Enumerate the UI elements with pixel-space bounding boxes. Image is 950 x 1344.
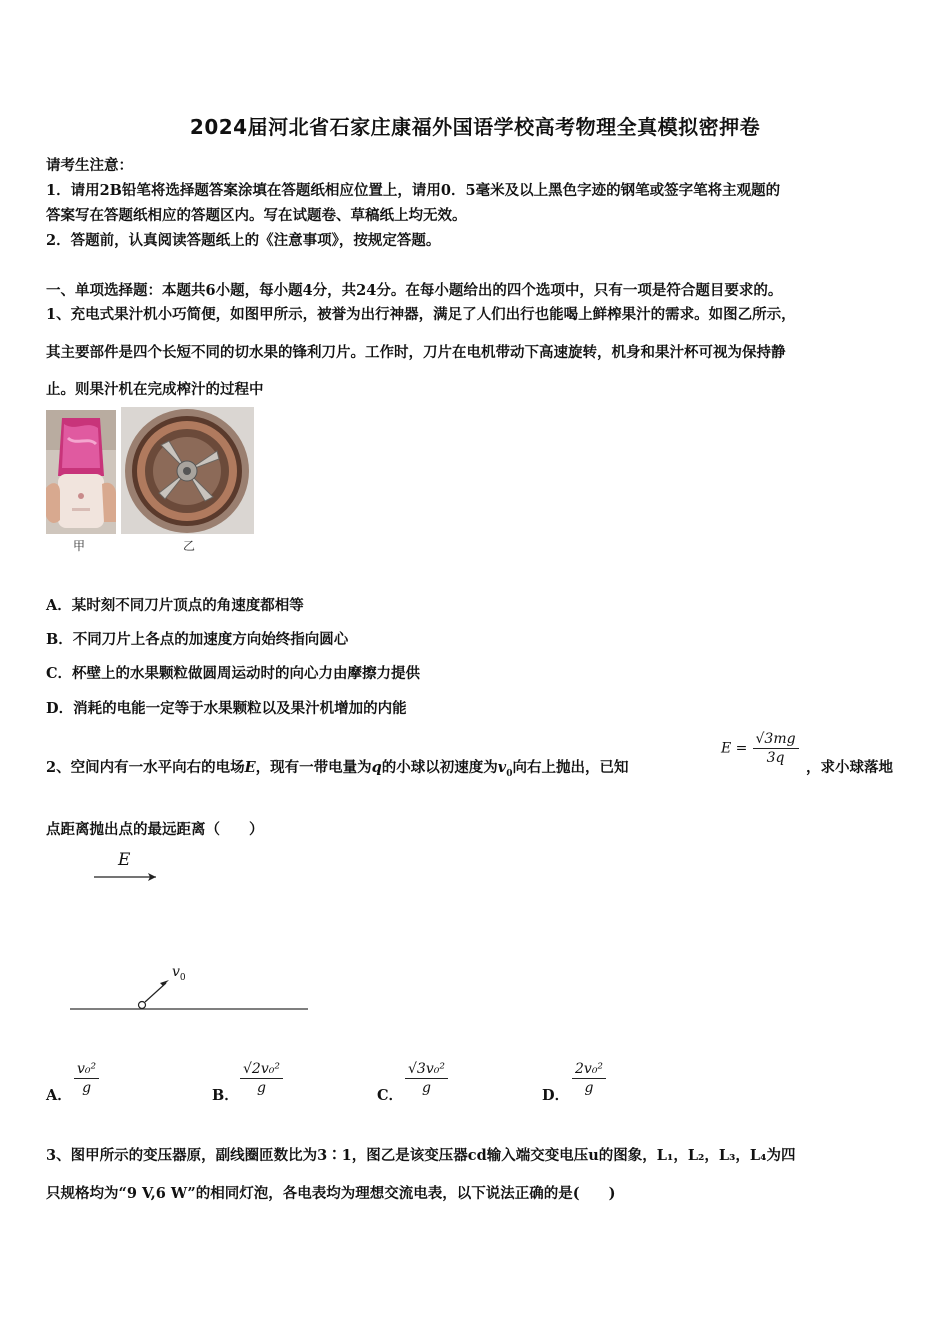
q2-figure bbox=[60, 850, 320, 1020]
q1-option-d: D．消耗的电能一定等于水果颗粒以及果汁机增加的内能 bbox=[46, 700, 407, 717]
q2-formula bbox=[721, 731, 799, 766]
q3-line-1: 3、图甲所示的变压器原，副线圈匝数比为3∶1，图乙是该变压器cd输入端交变电压u的图象，L₁，L₂，L₃，L₄为四 bbox=[46, 1147, 796, 1164]
notice-heading: 请考生注意： bbox=[46, 157, 133, 174]
q2-option-b-label: B． bbox=[212, 1087, 239, 1104]
section-heading: 一、单项选择题：本题共6小题，每小题4分，共24分。在每小题给出的四个选项中，只有一项是符合题目要求的。 bbox=[46, 282, 783, 299]
formula-numerator: √3mg bbox=[755, 731, 796, 747]
notice-line-2: 2．答题前，认真阅读答题纸上的《注意事项》，按规定答题。 bbox=[46, 232, 441, 249]
q2-option-d-num: 2v₀² bbox=[575, 1061, 604, 1077]
velocity-label-sub: 0 bbox=[179, 972, 186, 983]
q2-option-a-label: A． bbox=[46, 1087, 72, 1104]
q1-option-a: A．某时刻不同刀片顶点的角速度都相等 bbox=[46, 597, 304, 614]
ball bbox=[139, 1002, 146, 1009]
blade-photo bbox=[121, 407, 254, 534]
q1-option-b: B．不同刀片上各点的加速度方向始终指向圆心 bbox=[46, 631, 349, 648]
q2-line-2: 点距离抛出点的最远距离（ ） bbox=[46, 821, 264, 838]
q2-text-2: ，现有一带电量为 bbox=[255, 759, 372, 776]
q1-line-2: 其主要部件是四个长短不同的切水果的锋利刀片。工作时，刀片在电机带动下高速旋转，机身和果汁杯可视为保持静 bbox=[46, 344, 786, 361]
caption-jia: 甲 bbox=[73, 539, 86, 553]
notice-line-1b: 答案写在答题纸相应的答题区内。写在试题卷、草稿纸上均无效。 bbox=[46, 207, 467, 224]
q2-option-d-bar bbox=[572, 1078, 606, 1079]
q2-var-q: q bbox=[371, 759, 382, 776]
q2-var-v0-sub: 0 bbox=[506, 768, 513, 779]
juicer-photo bbox=[46, 410, 116, 534]
q2-var-e: E bbox=[244, 759, 256, 776]
q2-option-a-bar bbox=[74, 1078, 99, 1079]
q1-line-3: 止。则果汁机在完成榨汁的过程中 bbox=[46, 381, 264, 398]
q2-option-c-den: g bbox=[422, 1080, 431, 1096]
q2-option-b-num: √2v₀² bbox=[243, 1061, 280, 1077]
q2-option-d-label: D． bbox=[542, 1087, 570, 1104]
q2-option-b-fraction bbox=[240, 1061, 283, 1096]
q2-option-b-bar bbox=[240, 1078, 283, 1079]
q2-line-1 bbox=[46, 756, 629, 779]
q2-option-d-den: g bbox=[584, 1080, 594, 1096]
q2-option-c-num: √3v₀² bbox=[408, 1061, 445, 1077]
q2-option-a-den: g bbox=[82, 1080, 92, 1096]
q2-option-c-bar bbox=[405, 1078, 448, 1079]
q2-option-c-fraction bbox=[405, 1061, 448, 1096]
q2-option-d-fraction bbox=[572, 1061, 606, 1096]
q2-option-c-label: C． bbox=[377, 1087, 404, 1104]
q2-var-v0: v bbox=[497, 759, 507, 776]
formula-denominator: 3q bbox=[766, 750, 785, 766]
notice-line-1a: 1．请用2B铅笔将选择题答案涂填在答题纸相应位置上，请用0．5毫米及以上黑色字迹的钢笔或签字笔将主观题的 bbox=[46, 182, 781, 199]
q2-option-a-num: v₀² bbox=[77, 1061, 97, 1077]
field-label-e: E bbox=[118, 850, 131, 870]
q2-option-b-den: g bbox=[257, 1080, 266, 1096]
q2-option-a-fraction bbox=[74, 1061, 99, 1096]
q2-text-1: 2、空间内有一水平向右的电场 bbox=[46, 759, 245, 776]
formula-bar bbox=[753, 748, 799, 749]
formula-lhs: E = bbox=[721, 740, 748, 757]
page-title: 2024届河北省石家庄康福外国语学校高考物理全真模拟密押卷 bbox=[189, 115, 761, 139]
caption-yi: 乙 bbox=[183, 539, 196, 553]
q2-text-3: 的小球以初速度为 bbox=[381, 759, 498, 776]
velocity-label bbox=[172, 964, 186, 983]
q1-line-1: 1、充电式果汁机小巧简便，如图甲所示，被誉为出行神器，满足了人们出行也能喝上鲜榨果汁的需求。如图乙所示， bbox=[46, 306, 796, 323]
formula-fraction bbox=[753, 731, 799, 766]
q1-option-c: C．杯壁上的水果颗粒做圆周运动时的向心力由摩擦力提供 bbox=[46, 665, 421, 682]
q3-line-2: 只规格均为“9 V,6 W”的相同灯泡，各电表均为理想交流电表，以下说法正确的是( ) bbox=[46, 1185, 616, 1202]
q2-text-4: 向右上抛出，已知 bbox=[512, 759, 629, 776]
q2-line-1-end: ，求小球落地 bbox=[806, 759, 893, 776]
velocity-label-v: v bbox=[172, 964, 180, 980]
